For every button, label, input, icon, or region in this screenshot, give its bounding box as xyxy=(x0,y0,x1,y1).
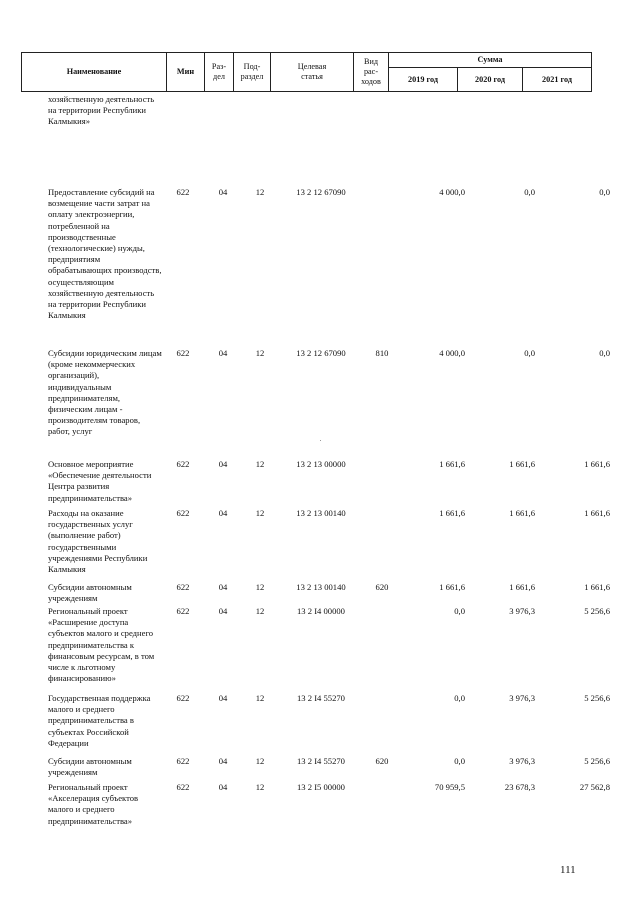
header-year-2020: 2020 год xyxy=(458,68,523,92)
row-sum-2021: 5 256,6 xyxy=(584,756,610,766)
row-sum-2020: 23 678,3 xyxy=(504,782,535,792)
row-name: Основное мероприятие «Обеспечение деятельности Центра развития предпринимательства» xyxy=(48,459,152,503)
row-razdel: 04 xyxy=(218,348,228,358)
header-podrazdel-line1: Под- xyxy=(243,62,261,71)
scan-speck xyxy=(320,440,321,441)
row-name: Предоставление субсидий на возмещение части затрат на оплату электроэнергии, потребленной на производственные (технологические) нужды, предприятиям обрабатывающих производств, осуществляющим хозяйственную деятельность на территории Республики Калмыкия xyxy=(48,187,162,321)
row-razdel: 04 xyxy=(218,187,228,197)
header-vr-line2: рас- xyxy=(363,67,379,76)
row-sum-2020: 1 661,6 xyxy=(509,508,535,518)
table-header xyxy=(21,52,592,92)
row-name: Региональный проект «Акселерация субъектов малого и среднего предпринимательства» xyxy=(48,782,139,826)
row-podrazdel: 12 xyxy=(255,756,265,766)
row-sum-2021: 0,0 xyxy=(599,348,610,358)
row-name: Субсидии юридическим лицам (кроме некоммерческих организаций), индивидуальным предпринимателям, физическим лицам - производителям товаров, работ, услуг xyxy=(48,348,162,437)
row-sum-2020: 1 661,6 xyxy=(509,459,535,469)
header-csr-line1: Целевая xyxy=(297,62,327,71)
row-min: 622 xyxy=(176,187,190,197)
row-sum-2020: 3 976,3 xyxy=(509,756,535,766)
header-vr xyxy=(354,53,389,92)
row-name: Субсидии автономным учреждениям xyxy=(48,756,132,778)
header-csr xyxy=(271,53,354,92)
header-razdel-line1: Раз- xyxy=(211,62,227,71)
row-razdel: 04 xyxy=(218,756,228,766)
row-sum-2021: 27 562,8 xyxy=(579,782,610,792)
header-podrazdel-line2: раздел xyxy=(240,72,264,81)
row-podrazdel: 12 xyxy=(255,187,265,197)
row-sum-2019: 0,0 xyxy=(454,693,465,703)
row-sum-2020: 0,0 xyxy=(524,187,535,197)
row-sum-2019: 4 000,0 xyxy=(439,187,465,197)
row-sum-2019: 4 000,0 xyxy=(439,348,465,358)
row-csr: 13 2 13 00000 xyxy=(296,459,346,469)
row-razdel: 04 xyxy=(218,782,228,792)
header-summa: Сумма xyxy=(389,53,592,68)
header-podrazdel xyxy=(234,53,271,92)
row-csr: 13 2 13 00140 xyxy=(296,508,346,518)
row-sum-2020: 3 976,3 xyxy=(509,606,535,616)
row-podrazdel: 12 xyxy=(255,582,265,592)
row-sum-2021: 1 661,6 xyxy=(584,508,610,518)
row-razdel: 04 xyxy=(218,508,228,518)
row-csr: 13 2 13 00140 xyxy=(296,582,346,592)
row-csr: 13 2 12 67090 xyxy=(296,348,346,358)
row-sum-2020: 1 661,6 xyxy=(509,582,535,592)
row-sum-2021: 0,0 xyxy=(599,187,610,197)
row-name: Субсидии автономным учреждениям xyxy=(48,582,132,604)
header-year-2021: 2021 год xyxy=(523,68,592,92)
row-sum-2019: 1 661,6 xyxy=(439,508,465,518)
row-sum-2021: 1 661,6 xyxy=(584,582,610,592)
row-podrazdel: 12 xyxy=(255,459,265,469)
row-csr: 13 2 I4 00000 xyxy=(297,606,345,616)
row-name: Расходы на оказание государственных услуг (выполнение работ) государственными учреждениями Республики Калмыкия xyxy=(48,508,148,575)
row-sum-2019: 70 959,5 xyxy=(434,782,465,792)
row-vr: 810 xyxy=(375,348,389,358)
row-sum-2020: 3 976,3 xyxy=(509,693,535,703)
header-razdel xyxy=(205,53,234,92)
row-min: 622 xyxy=(176,606,190,616)
row-csr: 13 2 12 67090 xyxy=(296,187,346,197)
header-min: Мин xyxy=(167,53,205,92)
row-razdel: 04 xyxy=(218,606,228,616)
row-sum-2019: 0,0 xyxy=(454,606,465,616)
row-sum-2019: 1 661,6 xyxy=(439,582,465,592)
row-name: хозяйственную деятельность на территории Республики Калмыкия» xyxy=(48,94,155,127)
row-vr: 620 xyxy=(375,756,389,766)
header-vr-line3: ходов xyxy=(361,77,381,86)
row-sum-2021: 5 256,6 xyxy=(584,606,610,616)
row-csr: 13 2 I4 55270 xyxy=(297,693,345,703)
row-sum-2020: 0,0 xyxy=(524,348,535,358)
row-min: 622 xyxy=(176,756,190,766)
row-vr: 620 xyxy=(375,582,389,592)
row-name: Региональный проект «Расширение доступа субъектов малого и среднего предпринимательства к финансовым ресурсам, в том числе к льготному финансированию» xyxy=(48,606,155,684)
row-sum-2021: 5 256,6 xyxy=(584,693,610,703)
row-csr: 13 2 I4 55270 xyxy=(297,756,345,766)
header-csr-line2: статья xyxy=(301,72,323,81)
row-name: Государственная поддержка малого и среднего предпринимательства в субъектах Российской Федерации xyxy=(48,693,151,748)
row-podrazdel: 12 xyxy=(255,606,265,616)
row-podrazdel: 12 xyxy=(255,693,265,703)
row-min: 622 xyxy=(176,582,190,592)
row-podrazdel: 12 xyxy=(255,508,265,518)
row-razdel: 04 xyxy=(218,582,228,592)
row-podrazdel: 12 xyxy=(255,782,265,792)
row-sum-2019: 1 661,6 xyxy=(439,459,465,469)
row-podrazdel: 12 xyxy=(255,348,265,358)
row-razdel: 04 xyxy=(218,693,228,703)
row-sum-2019: 0,0 xyxy=(454,756,465,766)
row-csr: 13 2 I5 00000 xyxy=(297,782,345,792)
row-min: 622 xyxy=(176,782,190,792)
row-min: 622 xyxy=(176,508,190,518)
row-min: 622 xyxy=(176,348,190,358)
header-year-2019: 2019 год xyxy=(389,68,458,92)
header-name: Наименование xyxy=(22,53,167,92)
row-min: 622 xyxy=(176,459,190,469)
row-sum-2021: 1 661,6 xyxy=(584,459,610,469)
header-razdel-line2: дел xyxy=(213,72,225,81)
row-razdel: 04 xyxy=(218,459,228,469)
header-vr-line1: Вид xyxy=(363,57,378,66)
row-min: 622 xyxy=(176,693,190,703)
page-number: 111 xyxy=(560,864,576,876)
